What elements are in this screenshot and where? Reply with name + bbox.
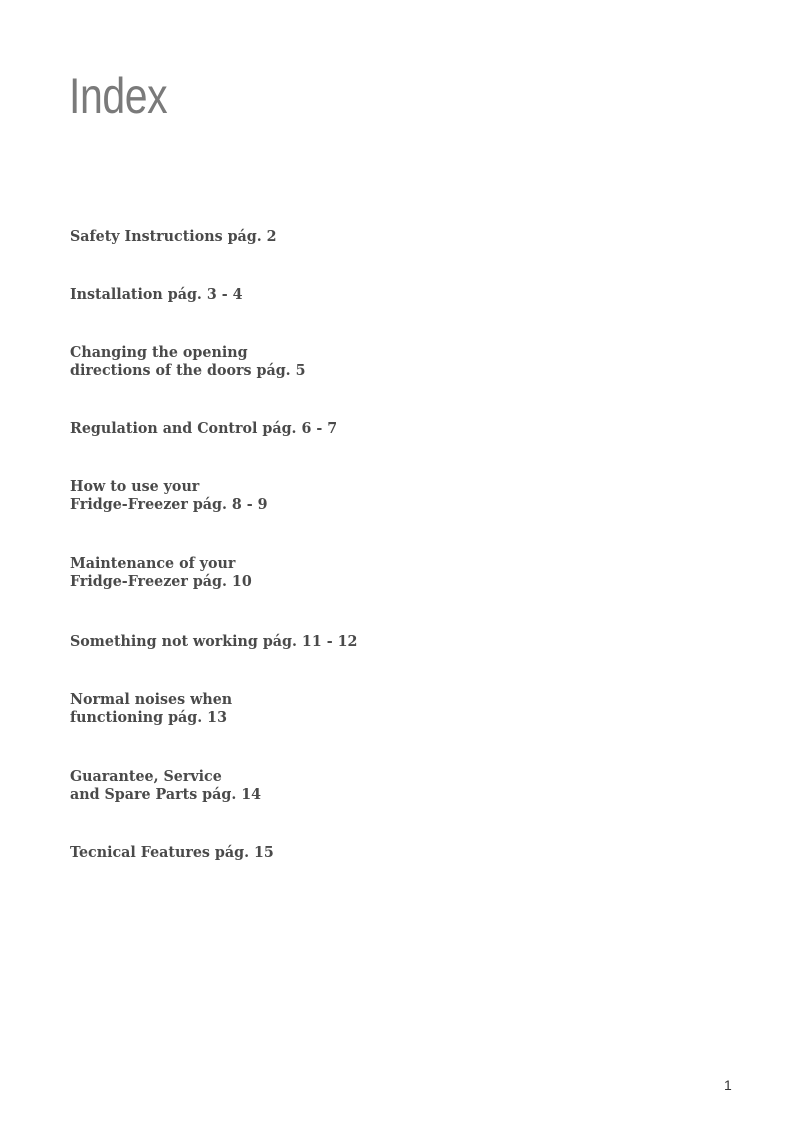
toc-entry-line: Changing the opening [70, 343, 248, 361]
toc-entry-safety-instructions [70, 227, 287, 245]
toc-entry-technical-features [70, 843, 285, 861]
toc-entry-something-not-working [70, 632, 373, 650]
toc-entry-installation [70, 285, 252, 303]
toc-entry-maintenance [70, 554, 261, 590]
toc-entry-line: Guarantee, Service [70, 767, 222, 785]
toc-entry-line: Tecnical Features pág. 15 [70, 843, 274, 861]
toc-entry-line: functioning pág. 13 [70, 708, 228, 726]
toc-entry-line: Something not working pág. 11 - 12 [70, 632, 358, 650]
page-number: 1 [724, 1077, 732, 1093]
toc-entry-regulation-and-control [70, 419, 351, 437]
toc-entry-line: directions of the doors pág. 5 [70, 361, 306, 379]
toc-entry-how-to-use [70, 477, 278, 513]
toc-entry-changing-door-direction [70, 343, 318, 379]
toc-entry-line: Maintenance of your [70, 554, 236, 572]
toc-entry-line: Installation pág. 3 - 4 [70, 285, 243, 303]
toc-entry-line: and Spare Parts pág. 14 [70, 785, 262, 803]
toc-entry-line: Fridge-Freezer pág. 8 - 9 [70, 495, 268, 513]
toc-entry-guarantee-service [70, 767, 271, 803]
toc-entry-normal-noises [70, 690, 241, 726]
toc-entry-line: Safety Instructions pág. 2 [70, 227, 277, 245]
toc-entry-line: How to use your [70, 477, 200, 495]
page-title: Index [69, 68, 168, 124]
toc-entry-line: Regulation and Control pág. 6 - 7 [70, 419, 338, 437]
toc-entry-line: Normal noises when [70, 690, 233, 708]
toc-entry-line: Fridge-Freezer pág. 10 [70, 572, 252, 590]
